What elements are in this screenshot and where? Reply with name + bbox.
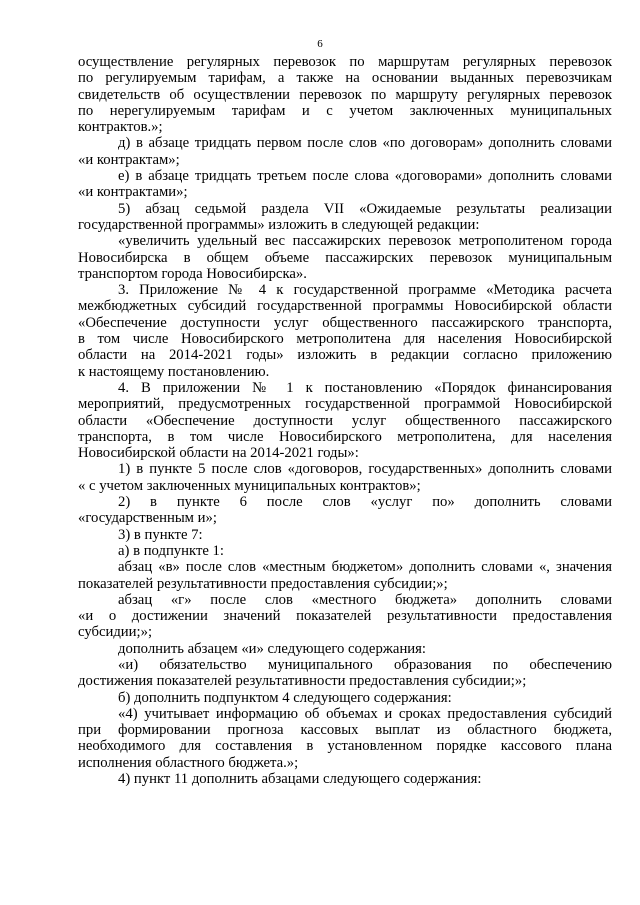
text-line: межбюджетных субсидий государственной программы Новосибирской области <box>78 298 612 315</box>
text-line: субсидии;»; <box>78 624 153 641</box>
text-line: необходимого для составления в установленном порядке кассового плана <box>78 738 612 755</box>
paragraph <box>78 559 612 592</box>
text-line: контрактов.»; <box>78 119 163 136</box>
text-line: транспорта, в том числе Новосибирского метрополитена, для населения <box>78 428 612 445</box>
text-line: «увеличить удельный вес пассажирских перевозок метрополитеном города <box>118 233 612 250</box>
text-line: б) дополнить подпунктом 4 следующего содержания: <box>118 689 452 706</box>
page-number: 6 <box>317 38 323 50</box>
text-line: государственной программы» изложить в следующей редакции: <box>78 216 480 233</box>
text-line: д) в абзаце тридцать первом после слов «по договорам» дополнить словами <box>118 135 612 152</box>
paragraph <box>78 135 612 168</box>
paragraph <box>78 527 612 543</box>
paragraph <box>78 592 612 641</box>
paragraph <box>78 543 612 559</box>
text-line: по регулируемым тарифам, а также на основании выданных перевозчикам <box>78 70 612 87</box>
text-line: «государственным и»; <box>78 510 217 527</box>
text-line: 5) абзац седьмой раздела VII «Ожидаемые результаты реализации <box>118 200 612 217</box>
text-line: 4. В приложении № 1 к постановлению «Порядок финансирования <box>118 379 612 396</box>
text-line: области «Обеспечение доступности услуг общественного пассажирского <box>78 412 612 429</box>
text-line: Новосибирска в общем объеме пассажирских перевозок муниципальным <box>78 249 612 266</box>
text-line: при формировании прогноза кассовых выплат из областного бюджета, <box>78 722 612 739</box>
text-line: области на 2014-2021 годы» изложить в редакции согласно приложению <box>78 347 612 364</box>
text-line: дополнить абзацем «и» следующего содержания: <box>118 640 427 657</box>
paragraph <box>78 690 612 706</box>
text-line: показателей результативности предоставления субсидии;»; <box>78 575 448 592</box>
paragraph <box>78 54 612 135</box>
paragraph <box>78 233 612 282</box>
paragraph <box>78 657 612 690</box>
text-line: свидетельств об осуществлении перевозок по маршруту регулярных перевозок <box>78 86 612 103</box>
text-line: «и о достижении значений показателей результативности предоставления <box>78 608 612 625</box>
text-line: абзац «в» после слов «местным бюджетом» дополнить словами «, значения <box>118 559 612 576</box>
text-line: е) в абзаце тридцать третьем после слова «договорами» дополнить словами <box>118 168 612 185</box>
text-line: «и контрактами»; <box>78 184 188 201</box>
paragraph <box>78 168 612 201</box>
text-line: осуществление регулярных перевозок по маршрутам регулярных перевозок <box>78 54 612 70</box>
text-line: мероприятий, предусмотренных государственной программой Новосибирской <box>78 396 612 413</box>
text-line: «4) учитывает информацию об объемах и сроках предоставления субсидий <box>118 705 612 722</box>
paragraph <box>78 706 612 771</box>
paragraph <box>78 771 612 787</box>
text-line: а) в подпункте 1: <box>118 542 224 559</box>
text-line: 3. Приложение № 4 к государственной программе «Методика расчета <box>118 282 612 299</box>
text-line: в том числе Новосибирского метрополитена для населения Новосибирской <box>78 331 612 348</box>
text-line: « с учетом заключенных муниципальных контрактов»; <box>78 477 421 494</box>
text-line: к настоящему постановлению. <box>78 363 270 380</box>
paragraph <box>78 201 612 234</box>
paragraph <box>78 380 612 461</box>
text-line: абзац «г» после слов «местного бюджета» дополнить словами <box>118 591 612 608</box>
text-line: 2) в пункте 6 после слов «услуг по» дополнить словами <box>118 494 612 511</box>
text-line: по нерегулируемым тарифам и с учетом заключенных муниципальных <box>78 102 612 119</box>
text-line: 3) в пункте 7: <box>118 526 203 543</box>
text-line: «Обеспечение доступности услуг общественного пассажирского транспорта, <box>78 314 612 331</box>
text-line: «и контрактам»; <box>78 151 180 168</box>
text-line: 4) пункт 11 дополнить абзацами следующего содержания: <box>118 771 482 788</box>
text-line: исполнения областного бюджета.»; <box>78 754 299 771</box>
paragraph <box>78 641 612 657</box>
paragraph <box>78 461 612 494</box>
text-line: 1) в пункте 5 после слов «договоров, государственных» дополнить словами <box>118 461 612 478</box>
text-line: транспортом города Новосибирска». <box>78 265 307 282</box>
paragraph <box>78 282 612 380</box>
text-line: Новосибирской области на 2014-2021 годы»: <box>78 445 359 462</box>
paragraph <box>78 494 612 527</box>
document-body <box>78 54 612 787</box>
text-line: достижения показателей результативности предоставления субсидии;»; <box>78 673 527 690</box>
text-line: «и) обязательство муниципального образования по обеспечению <box>118 656 612 673</box>
